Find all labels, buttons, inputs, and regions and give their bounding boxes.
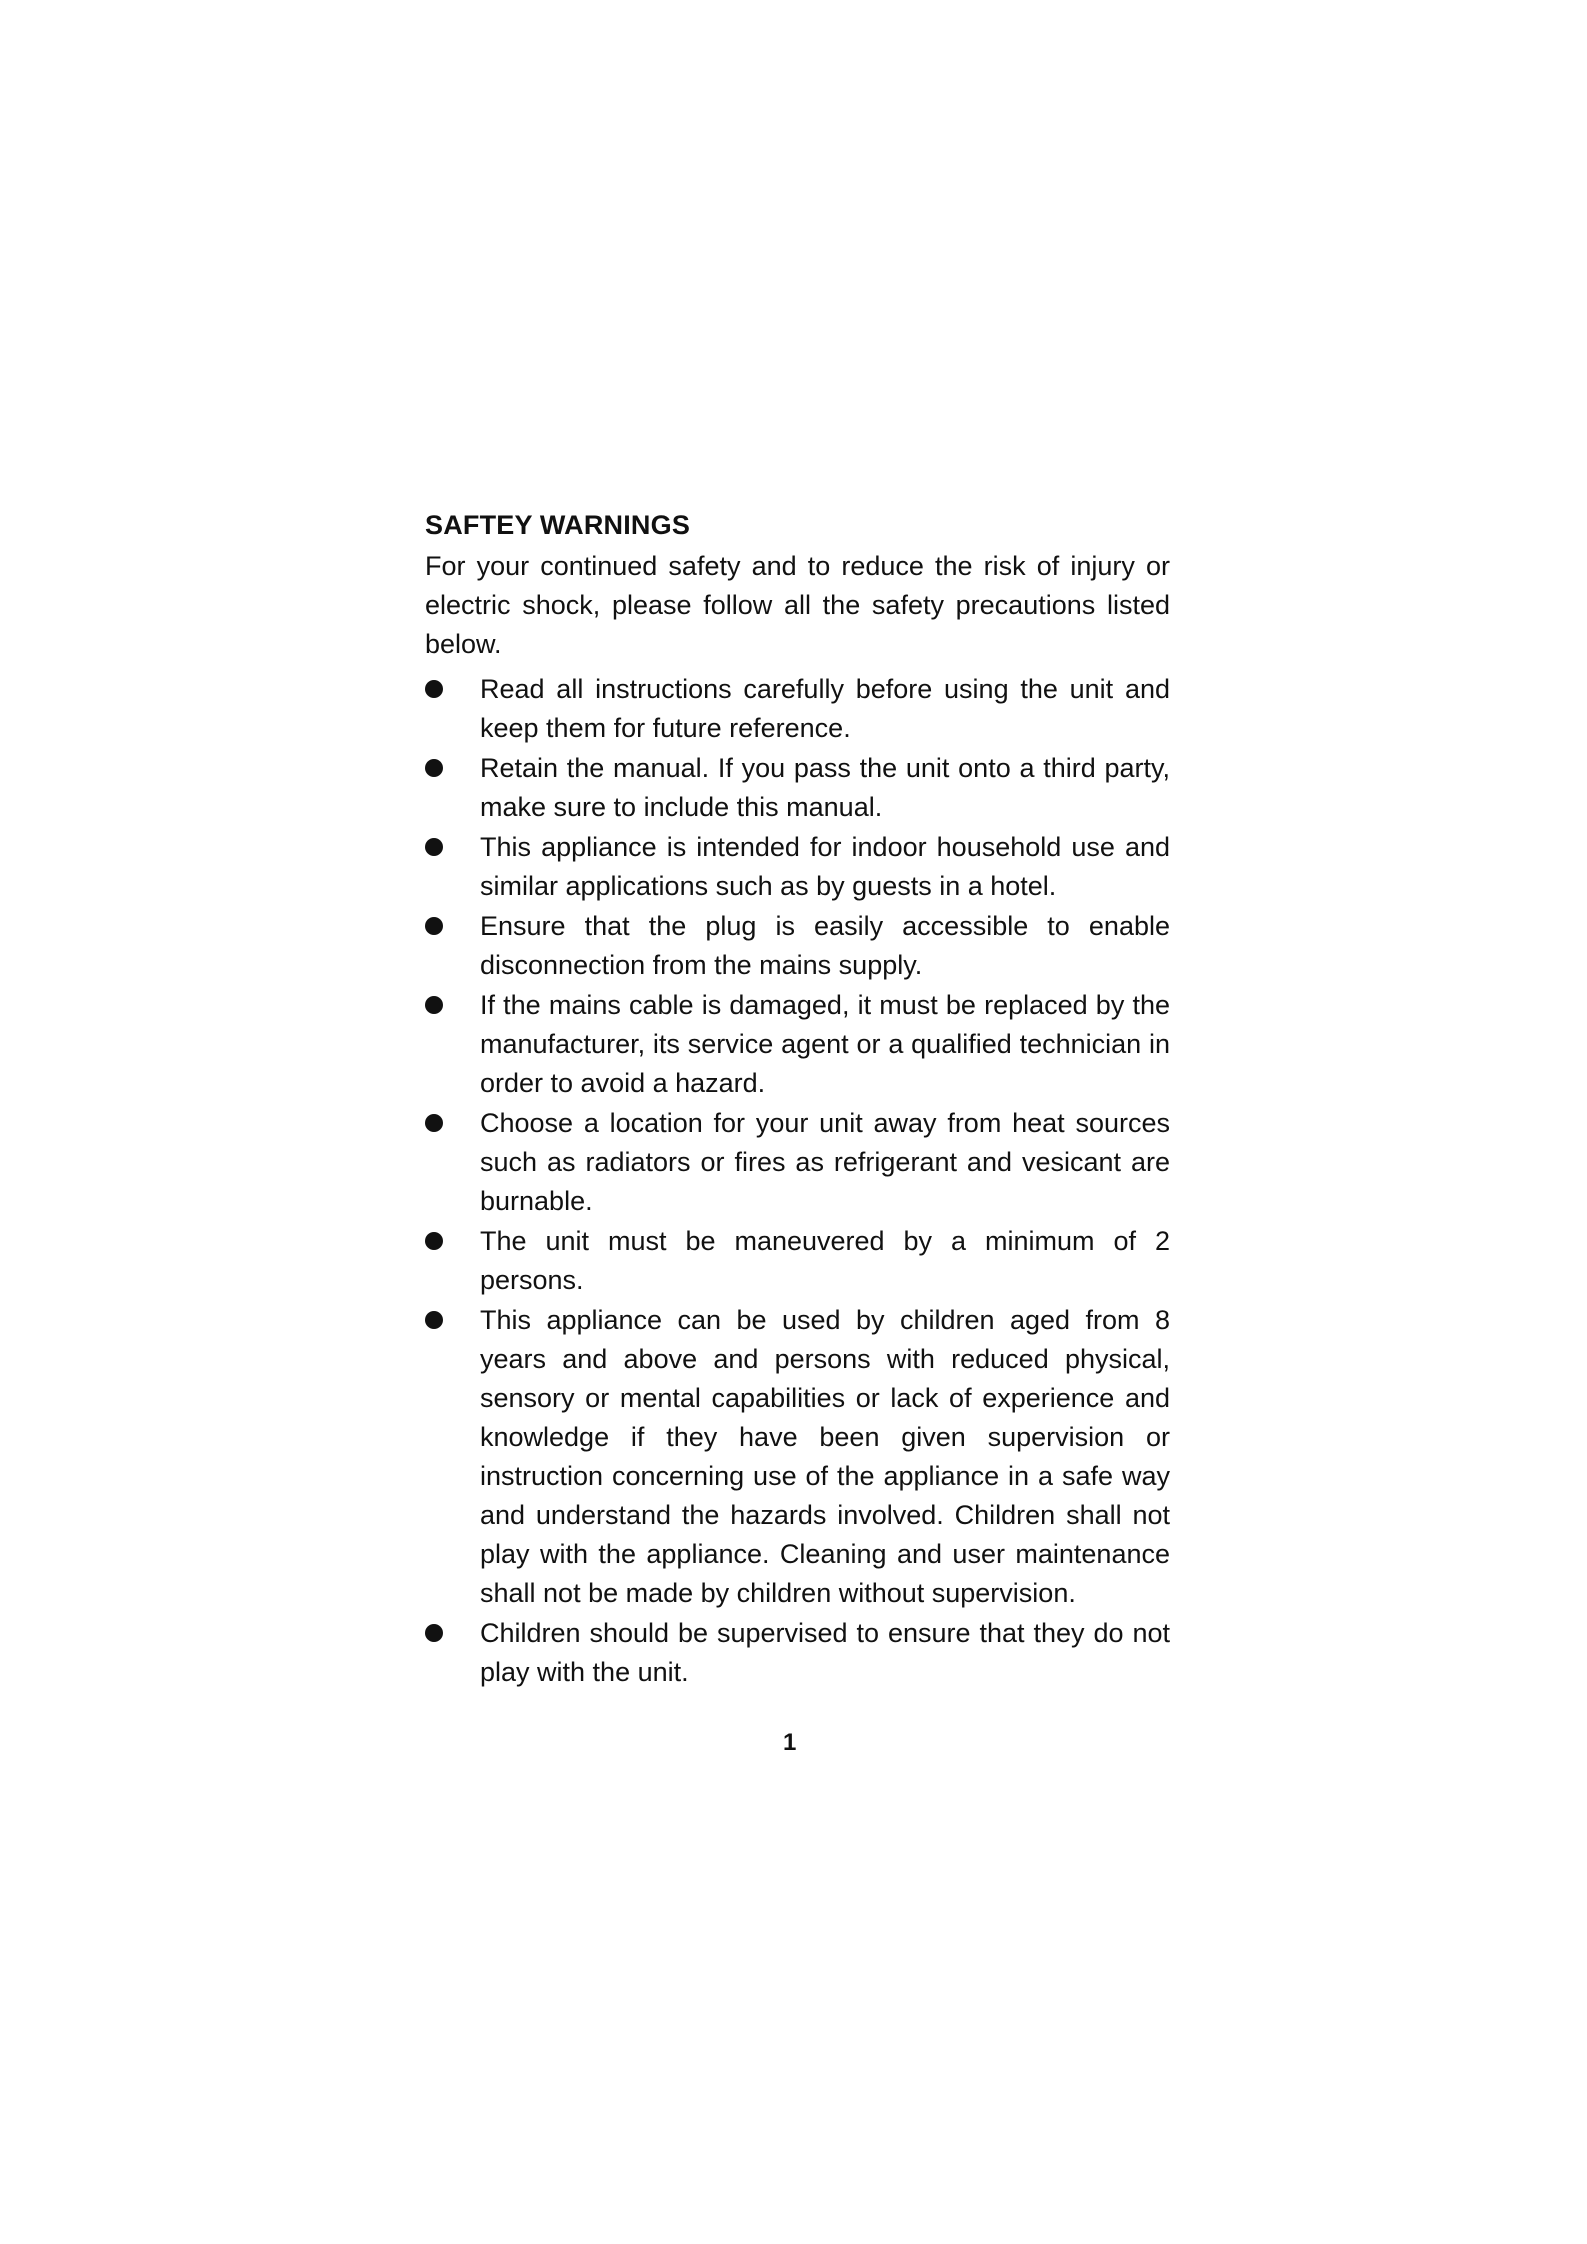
page-number: 1 (783, 1729, 797, 1756)
bullet-icon (425, 1624, 443, 1642)
section-title: SAFTEY WARNINGS (425, 510, 691, 540)
bullet-icon (425, 1311, 443, 1329)
safety-warnings-section (425, 505, 1170, 1693)
bullet-icon (425, 838, 443, 856)
bullet-icon (425, 680, 443, 698)
warning-text: Choose a location for your unit away from heat sources such as radiators or fires as refrigerant and vesicant are burnable. (480, 1108, 1170, 1216)
warning-item (425, 670, 1170, 748)
warning-item (425, 749, 1170, 827)
warning-text: This appliance is intended for indoor household use and similar applications such as by guests in a hotel. (480, 832, 1170, 901)
warning-text: Read all instructions carefully before using the unit and keep them for future reference. (480, 674, 1170, 743)
warnings-list (425, 670, 1170, 1692)
intro-paragraph: For your continued safety and to reduce the risk of injury or electric shock, please follow all the safety precautions listed below. (425, 551, 1170, 659)
warning-item (425, 1104, 1170, 1221)
warning-item (425, 907, 1170, 985)
bullet-icon (425, 917, 443, 935)
warning-item (425, 1614, 1170, 1692)
bullet-icon (425, 759, 443, 777)
warning-text: Retain the manual. If you pass the unit onto a third party, make sure to include this manual. (480, 753, 1170, 822)
warning-item (425, 828, 1170, 906)
warning-text: The unit must be maneuvered by a minimum of 2 persons. (480, 1226, 1170, 1295)
warning-text: Ensure that the plug is easily accessible to enable disconnection from the mains supply. (480, 911, 1170, 980)
warning-item (425, 1222, 1170, 1300)
warning-text: Children should be supervised to ensure that they do not play with the unit. (480, 1618, 1170, 1687)
warning-text: If the mains cable is damaged, it must be replaced by the manufacturer, its service agent or a qualified technician in order to avoid a hazard. (480, 990, 1170, 1098)
bullet-icon (425, 1232, 443, 1250)
warning-item (425, 986, 1170, 1103)
warning-item (425, 1301, 1170, 1613)
bullet-icon (425, 996, 443, 1014)
bullet-icon (425, 1114, 443, 1132)
warning-text: This appliance can be used by children aged from 8 years and above and persons with reduced physical, sensory or mental capabilities or lack of experience and knowledge if they have been given supervision or instruction concerning use of the appliance in a safe way and understand the hazards involved. Children shall not play with the appliance. Cleaning and user maintenance shall not be made by children without supervision. (480, 1305, 1170, 1608)
